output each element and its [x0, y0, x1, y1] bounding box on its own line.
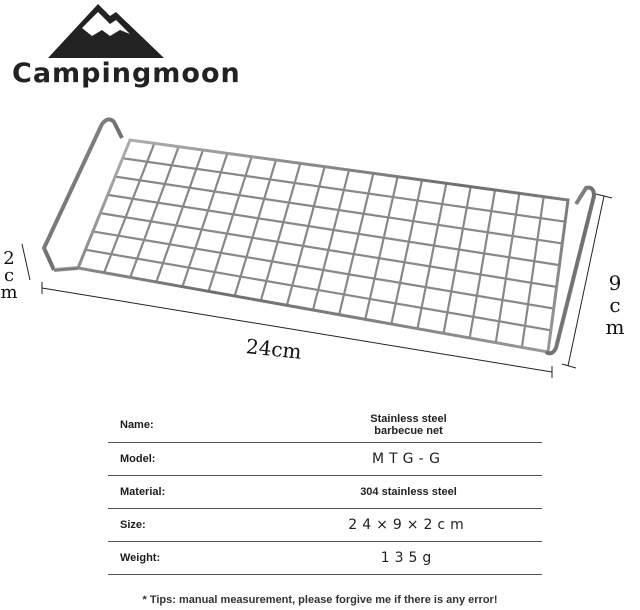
tips-note: * Tips: manual measurement, please forgive me if there is any error!: [142, 594, 498, 606]
width-char: m: [605, 315, 625, 339]
brand-logo: [0, 0, 241, 100]
spec-value-weight: 135g: [275, 542, 542, 575]
spec-value-line: Stainless steel: [370, 413, 447, 425]
grid-wire: [85, 250, 550, 331]
height-dimension-label: [0, 250, 18, 301]
spec-row-size: [108, 509, 542, 542]
spec-row-model: [108, 443, 542, 476]
spec-value-material: 304 stainless steel: [275, 476, 542, 509]
spec-row-weight: [108, 542, 542, 575]
spec-label: Name:: [108, 408, 275, 443]
height-char: c: [3, 265, 15, 286]
spec-row-material: [108, 476, 542, 509]
spec-label: Model:: [108, 443, 275, 476]
spec-value-name: [275, 408, 542, 443]
mountain-logo-icon: [44, 2, 168, 60]
grid-wire: [93, 231, 554, 308]
width-char: 9: [608, 271, 622, 295]
height-char: 2: [3, 248, 15, 269]
height-char: m: [0, 282, 18, 303]
spec-label: Weight:: [108, 542, 275, 575]
spec-label: Material:: [108, 476, 275, 509]
spec-label: Size:: [108, 509, 275, 542]
spec-row-name: [108, 408, 542, 443]
width-char: c: [609, 293, 621, 317]
brand-name: Campingmoon: [12, 58, 241, 89]
spec-table: [108, 408, 542, 575]
barbecue-net-image: [0, 100, 640, 400]
width-dimension-label: [604, 272, 626, 338]
spec-value-line: barbecue net: [374, 425, 443, 437]
spec-value-model: MTG-G: [275, 443, 542, 476]
spec-value-size: 24×9×2cm: [275, 509, 542, 542]
length-dimension-label: 24cm: [244, 334, 303, 364]
